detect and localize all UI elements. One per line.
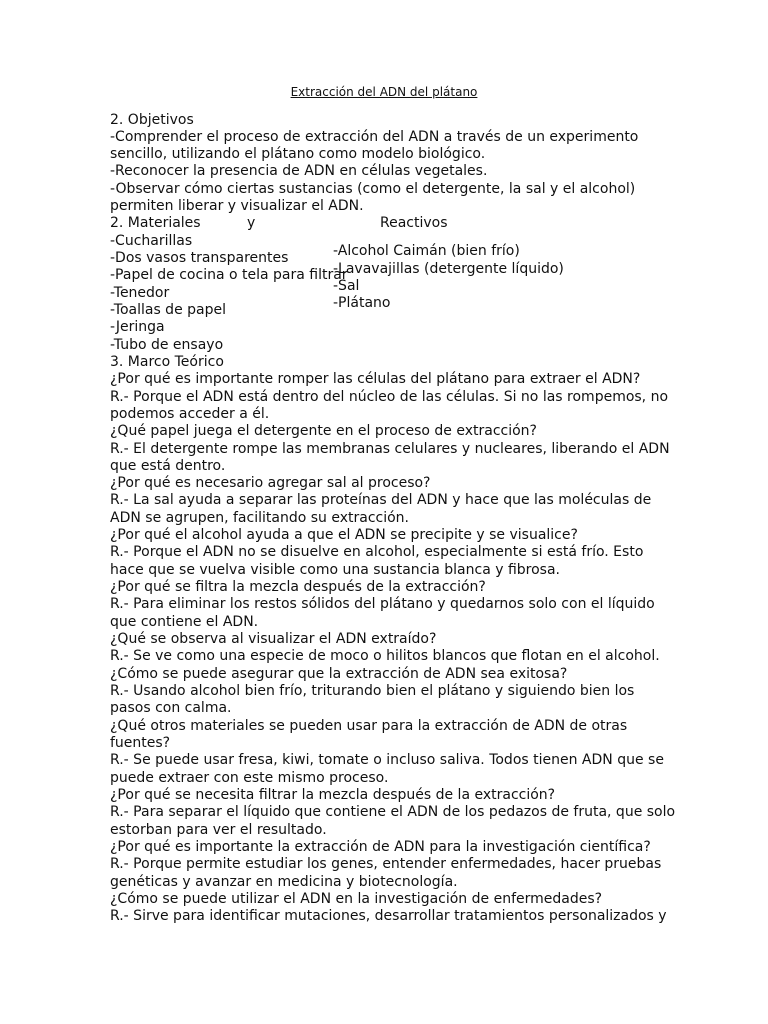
section-heading-materiales: 2. Materiales — [110, 215, 201, 231]
section-heading-objetivos: 2. Objetivos — [110, 112, 194, 128]
answer-line: que está dentro. — [110, 458, 226, 474]
answer-line: R.- Porque permite estudiar los genes, entender enfermedades, hacer pruebas — [110, 856, 662, 872]
answer-line: estorban para ver el resultado. — [110, 822, 327, 838]
materials-header-reactivos: Reactivos — [380, 215, 448, 231]
question-line: ¿Por qué se filtra la mezcla después de la extracción? — [110, 579, 486, 595]
question-line: ¿Por qué el alcohol ayuda a que el ADN se precipite y se visualice? — [110, 527, 578, 543]
text-line: -Comprender el proceso de extracción del ADN a través de un experimento — [110, 129, 639, 145]
text-line: permiten liberar y visualizar el ADN. — [110, 198, 364, 214]
answer-line: ADN se agrupen, facilitando su extracción. — [110, 510, 409, 526]
text-line: -Observar cómo ciertas sustancias (como el detergente, la sal y el alcohol) — [110, 181, 636, 197]
reactivo-item: -Alcohol Caimán (bien frío) — [333, 243, 520, 259]
answer-line: R.- Porque el ADN está dentro del núcleo de las células. Si no las rompemos, no — [110, 389, 669, 405]
answer-line: R.- Para separar el líquido que contiene el ADN de los pedazos de fruta, que solo — [110, 804, 676, 820]
material-item: -Toallas de papel — [110, 302, 226, 318]
answer-line: genéticas y avanzar en medicina y biotecnología. — [110, 874, 458, 890]
section-heading-marco-teorico: 3. Marco Teórico — [110, 354, 224, 370]
answer-line: R.- La sal ayuda a separar las proteínas del ADN y hace que las moléculas de — [110, 492, 652, 508]
answer-line: puede extraer con este mismo proceso. — [110, 770, 389, 786]
reactivo-item: -Sal — [333, 278, 360, 294]
answer-line: R.- Se puede usar fresa, kiwi, tomate o incluso saliva. Todos tienen ADN que se — [110, 752, 664, 768]
material-item: -Cucharillas — [110, 233, 193, 249]
answer-line: pasos con calma. — [110, 700, 232, 716]
material-item: -Jeringa — [110, 319, 165, 335]
text-line: sencillo, utilizando el plátano como modelo biológico. — [110, 146, 486, 162]
question-line: ¿Qué se observa al visualizar el ADN extraído? — [110, 631, 437, 647]
text-line: -Reconocer la presencia de ADN en células vegetales. — [110, 163, 488, 179]
reactivo-item: -Plátano — [333, 295, 391, 311]
answer-line: R.- El detergente rompe las membranas celulares y nucleares, liberando el ADN — [110, 441, 670, 457]
answer-line: R.- Se ve como una especie de moco o hilitos blancos que flotan en el alcohol. — [110, 648, 660, 664]
answer-line: R.- Para eliminar los restos sólidos del plátano y quedarnos solo con el líquido — [110, 596, 655, 612]
question-line: ¿Por qué se necesita filtrar la mezcla después de la extracción? — [110, 787, 556, 803]
answer-line: podemos acceder a él. — [110, 406, 270, 422]
document-title: Extracción del ADN del plátano — [290, 85, 478, 99]
question-line: ¿Cómo se puede utilizar el ADN en la investigación de enfermedades? — [110, 891, 603, 907]
question-line: ¿Qué papel juega el detergente en el proceso de extracción? — [110, 423, 537, 439]
question-line: fuentes? — [110, 735, 171, 751]
material-item: -Tubo de ensayo — [110, 337, 224, 353]
question-line: ¿Por qué es importante romper las células del plátano para extraer el ADN? — [110, 371, 641, 387]
question-line: ¿Por qué es importante la extracción de ADN para la investigación científica? — [110, 839, 651, 855]
material-item: -Papel de cocina o tela para filtrar — [110, 267, 348, 283]
answer-line: R.- Sirve para identificar mutaciones, desarrollar tratamientos personalizados y — [110, 908, 667, 924]
material-item: -Tenedor — [110, 285, 170, 301]
answer-line: que contiene el ADN. — [110, 614, 259, 630]
reactivo-item: -Lavavajillas (detergente líquido) — [333, 261, 564, 277]
question-line: ¿Cómo se puede asegurar que la extracción de ADN sea exitosa? — [110, 666, 568, 682]
answer-line: hace que se vuelva visible como una sustancia blanca y fibrosa. — [110, 562, 561, 578]
question-line: ¿Por qué es necesario agregar sal al proceso? — [110, 475, 431, 491]
question-line: ¿Qué otros materiales se pueden usar para la extracción de ADN de otras — [110, 718, 628, 734]
answer-line: R.- Porque el ADN no se disuelve en alcohol, especialmente si está frío. Esto — [110, 544, 644, 560]
materials-header-y: y — [247, 215, 256, 231]
answer-line: R.- Usando alcohol bien frío, triturando bien el plátano y siguiendo bien los — [110, 683, 635, 699]
material-item: -Dos vasos transparentes — [110, 250, 289, 266]
